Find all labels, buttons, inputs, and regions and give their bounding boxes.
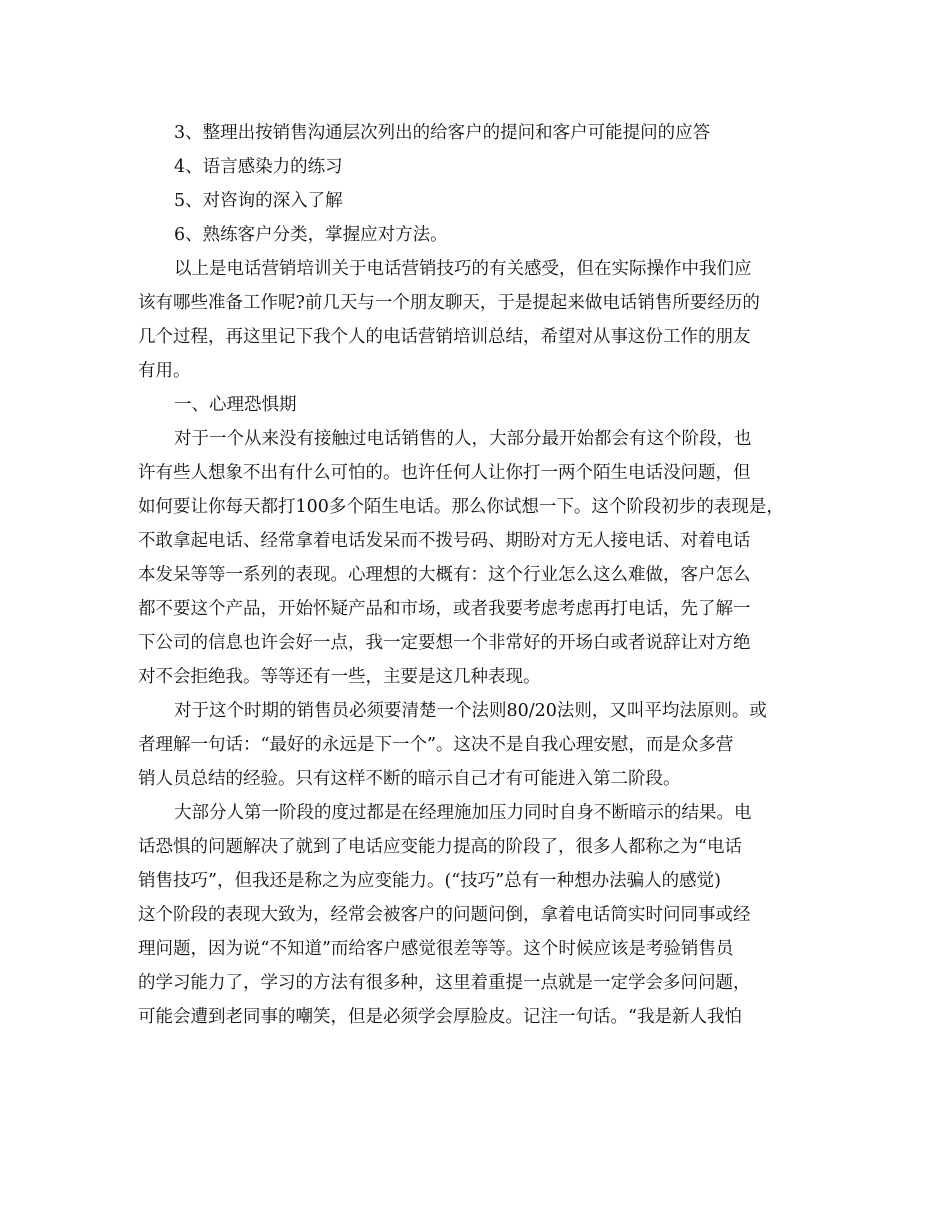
text-line: 对于一个从来没有接触过电话销售的人，大部分最开始都会有这个阶段，也 bbox=[174, 429, 752, 449]
document-body bbox=[138, 116, 818, 1034]
text-line: 理问题，因为说“不知道”而给客户感觉很差等等。这个时候应该是考验销售员 bbox=[138, 939, 734, 959]
text-line: 这个阶段的表现大致为，经常会被客户的问题问倒，拿着电话筒实时问同事或经 bbox=[138, 905, 751, 925]
text-line: 对于这个时期的销售员必须要清楚一个法则80/20法则，又叫平均法原则。或 bbox=[174, 701, 767, 721]
text-line: 5、对咨询的深入了解 bbox=[174, 191, 343, 211]
text-line: 可能会遭到老同事的嘲笑，但是必须学会厚脸皮。记注一句话。“我是新人我怕 bbox=[138, 1007, 742, 1027]
text-line: 者理解一句话：“最好的永远是下一个”。这决不是自我心理安慰，而是众多营 bbox=[138, 735, 734, 755]
text-line: 一、心理恐惧期 bbox=[174, 395, 297, 415]
text-line: 3、整理出按销售沟通层次列出的给客户的提问和客户可能提问的应答 bbox=[174, 123, 711, 143]
text-line: 大部分人第一阶段的度过都是在经理施加压力同时自身不断暗示的结果。电 bbox=[174, 803, 752, 823]
text-line: 下公司的信息也许会好一点，我一定要想一个非常好的开场白或者说辞让对方绝 bbox=[138, 633, 751, 653]
text-line: 几个过程，再这里记下我个人的电话营销培训总结，希望对从事这份工作的朋友 bbox=[138, 327, 751, 347]
text-line: 都不要这个产品，开始怀疑产品和市场，或者我要考虑考虑再打电话，先了解一 bbox=[138, 599, 751, 619]
text-line: 话恐惧的问题解决了就到了电话应变能力提高的阶段了，很多人都称之为“电话 bbox=[138, 837, 742, 857]
text-line: 的学习能力了，学习的方法有很多种，这里着重提一点就是一定学会多问问题， bbox=[138, 973, 751, 993]
text-line: 该有哪些准备工作呢?前几天与一个朋友聊天，于是提起来做电话销售所要经历的 bbox=[138, 293, 760, 313]
text-line: 销售技巧”，但我还是称之为应变能力。(“技巧”总有一种想办法骗人的感觉) bbox=[138, 871, 721, 891]
text-line: 6、熟练客户分类，掌握应对方法。 bbox=[174, 225, 448, 245]
text-line: 许有些人想象不出有什么可怕的。也许任何人让你打一两个陌生电话没问题，但 bbox=[138, 463, 751, 483]
text-line: 4、语言感染力的练习 bbox=[174, 157, 343, 177]
text-line: 有用。 bbox=[138, 361, 191, 381]
text-line: 对不会拒绝我。等等还有一些，主要是这几种表现。 bbox=[138, 667, 541, 687]
text-line: 以上是电话营销培训关于电话营销技巧的有关感受，但在实际操作中我们应 bbox=[174, 259, 752, 279]
text-line: 如何要让你每天都打100多个陌生电话。那么你试想一下。这个阶段初步的表现是， bbox=[138, 497, 784, 517]
text-line: 不敢拿起电话、经常拿着电话发呆而不拨号码、期盼对方无人接电话、对着电话 bbox=[138, 531, 751, 551]
text-line: 销人员总结的经验。只有这样不断的暗示自己才有可能进入第二阶段。 bbox=[138, 769, 681, 789]
text-line: 本发呆等等一系列的表现。心理想的大概有：这个行业怎么这么难做，客户怎么 bbox=[138, 565, 751, 585]
